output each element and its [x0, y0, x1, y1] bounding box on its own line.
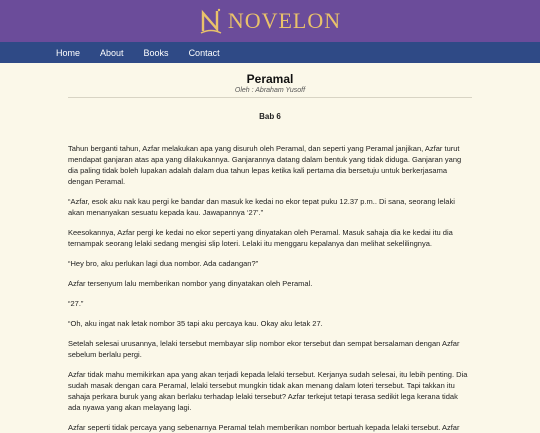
nav-about-link[interactable]: About — [100, 47, 124, 58]
story-paragraph: “Oh, aku ingat nak letak nombor 35 tapi aku percaya kau. Okay aku letak 27. — [68, 319, 323, 328]
story-paragraph: Keesokannya, Azfar pergi ke kedai no ekor seperti yang dinyatakan oleh Peramal. Masuk sahaja dia ke kedai itu dia ternampak seorang lelaki sedang mengisi slip loteri. Lelaki itu menggaru kepalanya dan melihat sekelilingnya. — [68, 228, 453, 248]
story-title: Peramal — [246, 72, 294, 86]
story-paragraph: Tahun berganti tahun, Azfar melakukan apa yang disuruh oleh Peramal, dan seperti yang Peramal janjikan, Azfar turut mendapat ganjaran atas apa yang dilakukannya. Ganjarannya datang dalam bentuk yang tidak diduga. Ganjaran yang dia paling tidak boleh lupakan adalah dalam dua tahun lepas ketika kali pertama dia bersetuju untuk berkerjasama dengan Peramal. — [68, 144, 462, 186]
brand-bar — [0, 0, 540, 42]
story-paragraph: Azfar seperti tidak percaya yang sebenarnya Peramal telah memberikan nombor bertuah kepada lelaki tersebut. Azfar — [68, 423, 460, 432]
story-paragraph: Azfar tidak mahu memikirkan apa yang akan terjadi kepada lelaki tersebut. Kerjanya sudah selesai, itu lebih penting. Dia sudah masak dengan cara Peramal, lelaki tersebut mungkin tidak akan menang dalam loteri tersebut. Tapi takkan itu sahaja perkara buruk yang akan berlaku terhadap lelaki tersebut? Azfar terkejut tetapi terasa sedikit lega kerana tidak ada nyawa yang akan melayang lagi. — [68, 370, 468, 412]
story-header — [68, 63, 472, 98]
book-n-logo-icon — [199, 7, 223, 35]
site-logo[interactable] — [199, 7, 341, 35]
story-paragraph: Setelah selesai urusannya, lelaki tersebut membayar slip nombor ekor tersebut dan sempat bersalaman dengan Azfar sebelum berlalu pergi. — [68, 339, 460, 359]
story-paragraph: “Hey bro, aku perlukan lagi dua nombor. Ada cadangan?” — [68, 259, 259, 268]
chapter-heading: Bab 6 — [259, 112, 281, 121]
main-nav — [0, 42, 540, 63]
story-author: Oleh : Abraham Yusoff — [234, 87, 306, 94]
story-paragraph: “27.” — [68, 299, 84, 308]
nav-home-link[interactable]: Home — [56, 47, 81, 58]
nav-books-link[interactable]: Books — [143, 47, 169, 58]
brand-name: NOVELON — [227, 8, 342, 33]
story-content — [68, 63, 472, 433]
nav-contact-link[interactable]: Contact — [188, 47, 220, 58]
story-paragraph: “Azfar, esok aku nak kau pergi ke bandar dan masuk ke kedai no ekor tepat puku 12.37 p.m.. Di sana, seorang lelaki akan menanyakan sesuatu kepada kau. Jawapannya ‘27’.” — [68, 197, 455, 217]
story-paragraph: Azfar tersenyum lalu memberikan nombor yang dinyatakan oleh Peramal. — [68, 279, 313, 288]
